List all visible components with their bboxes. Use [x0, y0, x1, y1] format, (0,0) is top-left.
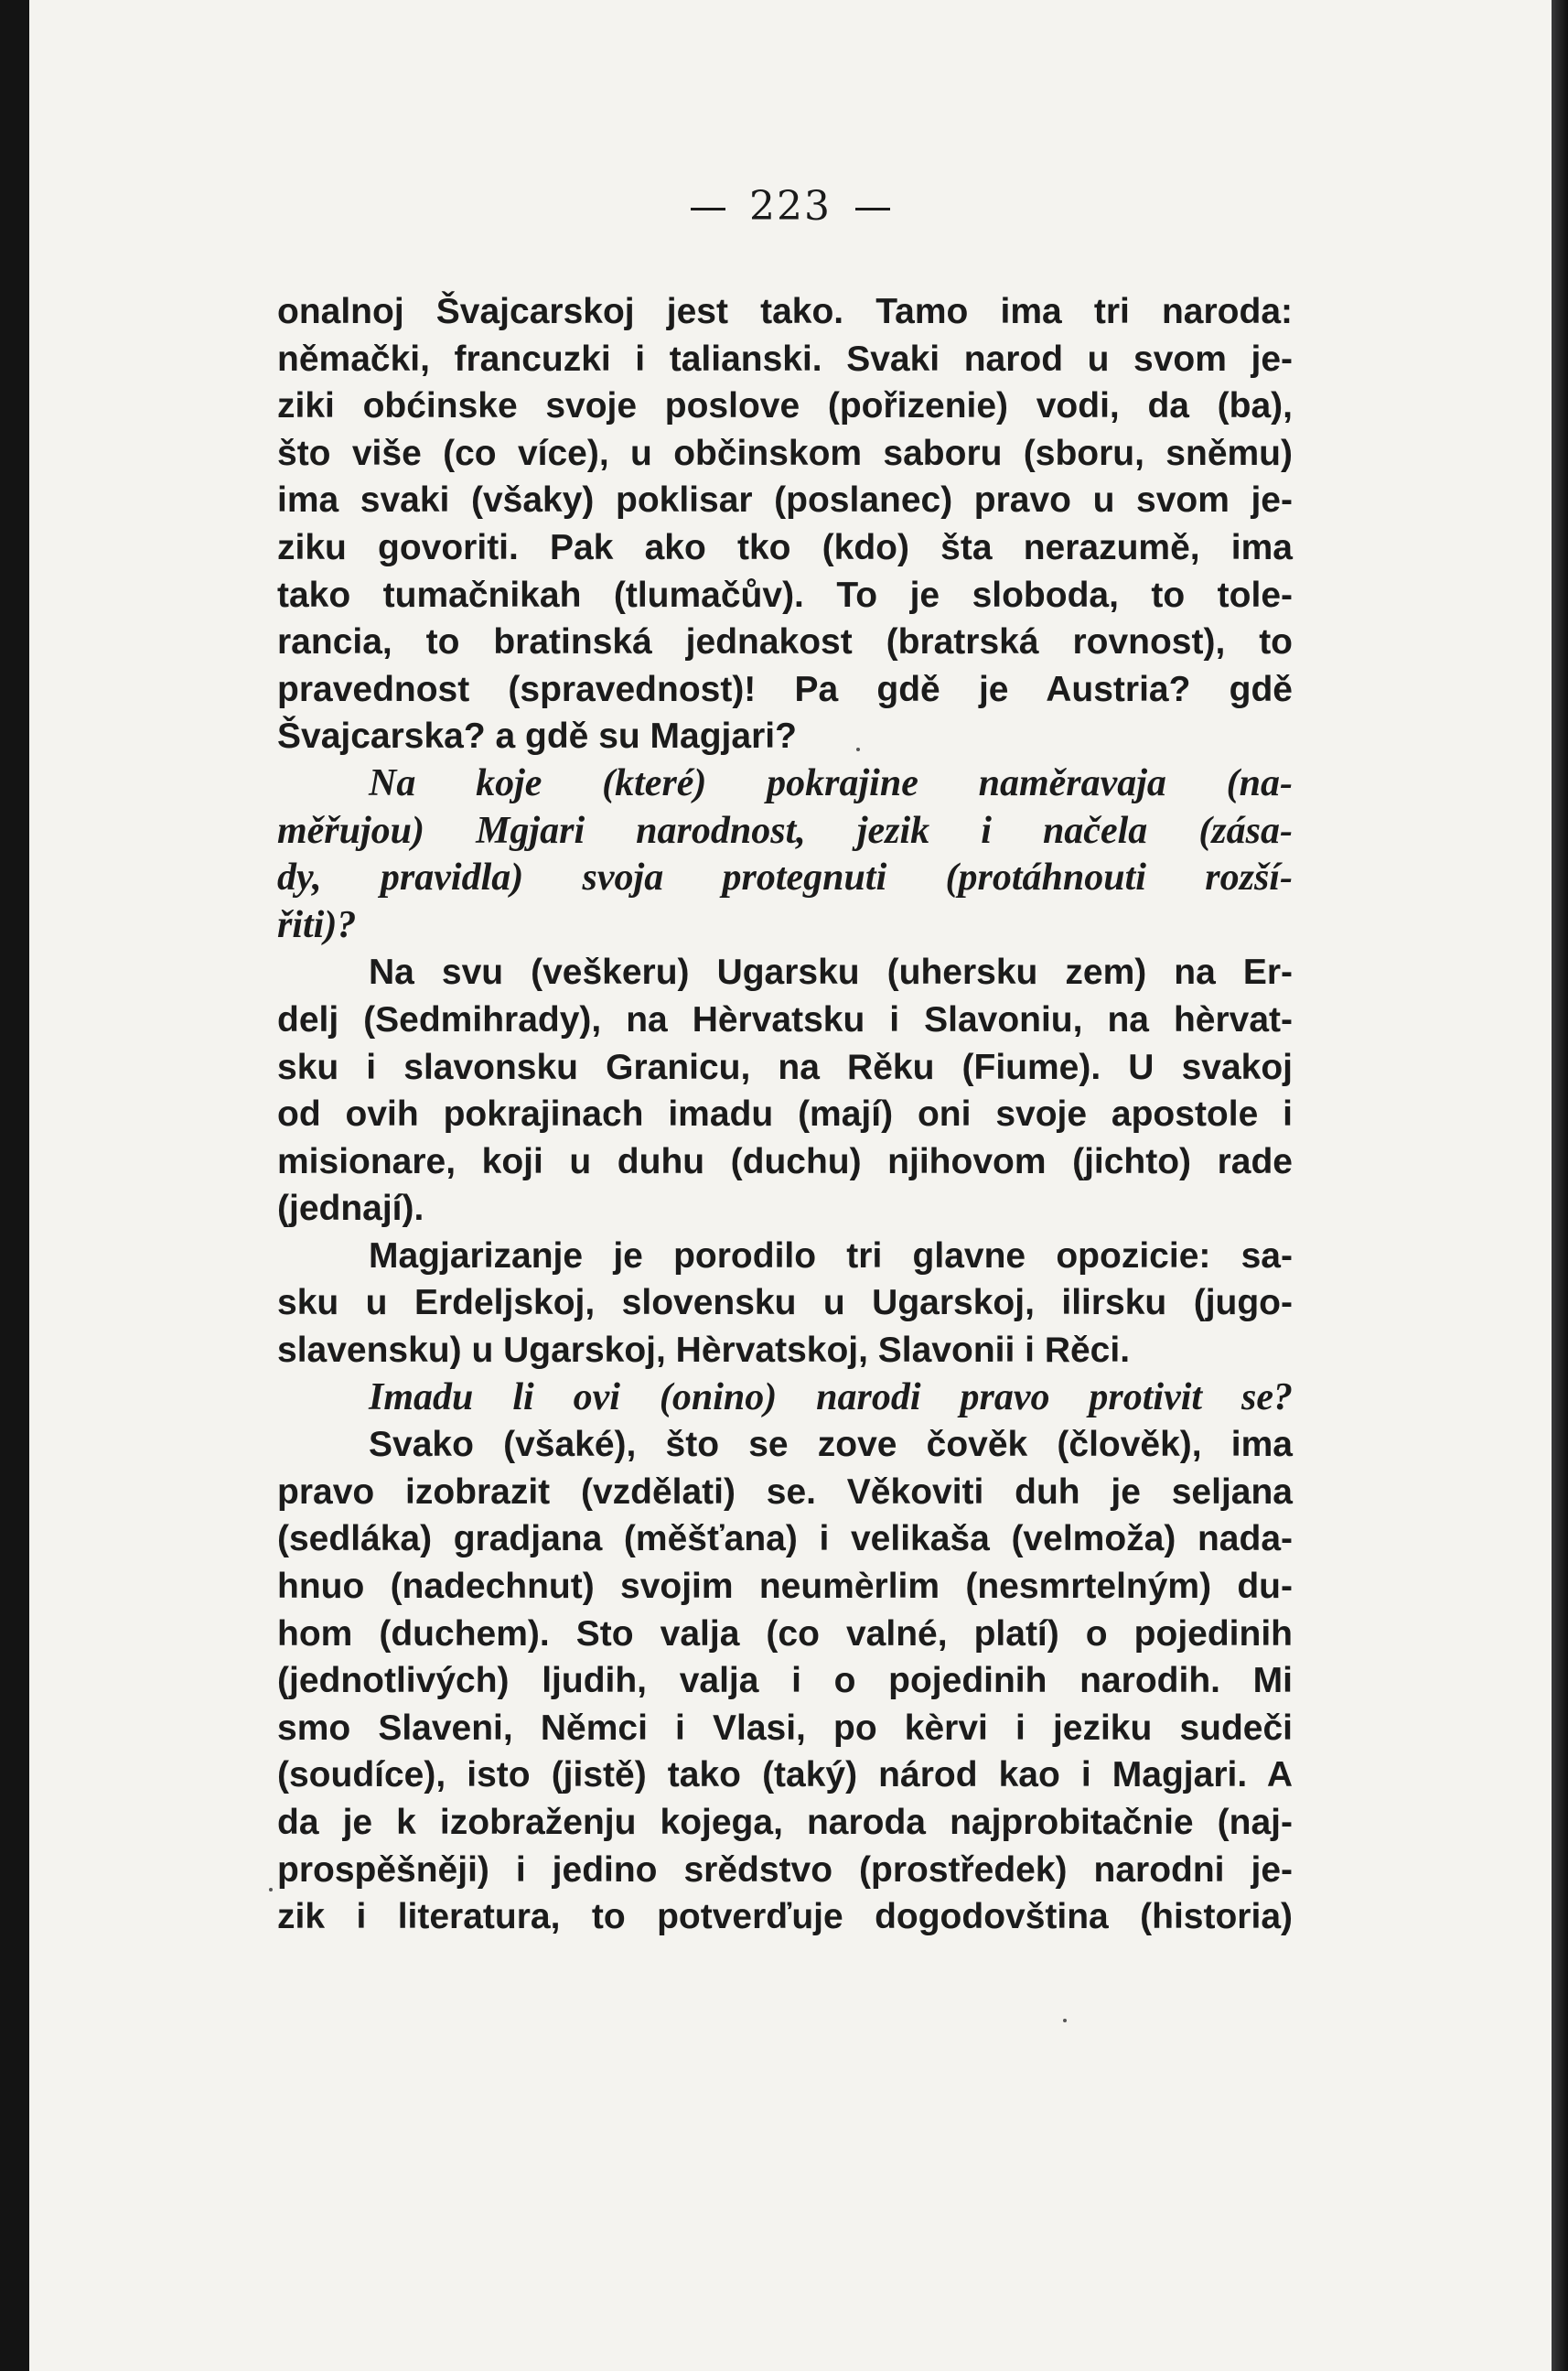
text-line: delj (Sedmihrady), na Hèrvatsku i Slavoniu, na hèrvat-	[277, 999, 1293, 1040]
text-line: řiti)?	[277, 903, 357, 946]
text-line: tako tumačnikah (tlumačův). To je sloboda, to tole-	[277, 575, 1293, 615]
text-line: (jednotlivých) ljudih, valja i o pojedinih narodih. Mi	[277, 1661, 1293, 1701]
text-line: (soudíce), isto (jistě) tako (taký) národ kao i Magjari. A	[277, 1755, 1293, 1795]
text-line: rancia, to bratinská jednakost (bratrská rovnost), to	[277, 622, 1293, 663]
right-dash	[855, 208, 890, 210]
text-line: hom (duchem). Sto valja (co valné, platí) o pojedinih	[277, 1613, 1293, 1654]
text-line: Svako (všaké), što se zove čověk (člověk), ima	[369, 1425, 1293, 1465]
text-line: misionare, koji u duhu (duchu) njihovom (jichto) rade	[277, 1141, 1293, 1181]
text-line: Na svu (veškeru) Ugarsku (uhersku zem) na Er-	[369, 953, 1293, 993]
ink-speck	[856, 748, 860, 751]
text-line: měřujou) Mgjari narodnost, jezik i načela (zása-	[277, 809, 1293, 852]
ink-speck	[269, 1888, 273, 1891]
text-line: sku u Erdeljskoj, slovensku u Ugarskoj, ilirsku (jugo-	[277, 1283, 1293, 1323]
text-line: němački, francuzki i talianski. Svaki narod u svom je-	[277, 339, 1293, 379]
page-number-header	[29, 183, 1552, 230]
text-line: dy, pravidla) svoja protegnuti (protáhnouti rozší-	[277, 857, 1293, 900]
text-line: ima svaki (všaky) poklisar (poslanec) pravo u svom je-	[277, 480, 1293, 521]
text-line: ziki obćinske svoje poslove (pořizenie) vodi, da (ba),	[277, 386, 1293, 426]
text-line: Magjarizanje je porodilo tri glavne opozicie: sa-	[369, 1235, 1293, 1276]
text-line: smo Slaveni, Němci i Vlasi, po kèrvi i jeziku sudeči	[277, 1708, 1293, 1748]
text-line: Imadu li ovi (onino) narodi pravo protivit se?	[369, 1375, 1293, 1418]
text-line: pravednost (spravednost)! Pa gdě je Austria? gdě	[277, 669, 1293, 709]
left-dash	[691, 208, 725, 210]
text-line: prospěšněji) i jedino srědstvo (prostředek) narodni je-	[277, 1849, 1293, 1890]
text-line: što više (co více), u občinskom saboru (sboru, sněmu)	[277, 433, 1293, 473]
page-edge-shadow	[1552, 0, 1568, 2371]
text-line: Švajcarska? a gdě su Magjari?	[277, 717, 797, 757]
text-line: (sedláka) gradjana (měšťana) i velikaša (velmoža) nada-	[277, 1519, 1293, 1559]
text-line: pravo izobrazit (vzdělati) se. Věkoviti duh je seljana	[277, 1471, 1293, 1512]
text-line: hnuo (nadechnut) svojim neumèrlim (nesmrtelným) du-	[277, 1567, 1293, 1607]
text-line: Na koje (které) pokrajine naměravaja (na-	[369, 761, 1293, 804]
text-line: slavensku) u Ugarskoj, Hèrvatskoj, Slavonii i Rěci.	[277, 1331, 1131, 1371]
text-line: ziku govoriti. Pak ako tko (kdo) šta nerazumě, ima	[277, 527, 1293, 567]
text-line: (jednají).	[277, 1189, 424, 1229]
book-page	[29, 0, 1552, 2371]
text-line: onalnoj Švajcarskoj jest tako. Tamo ima tri naroda:	[277, 292, 1293, 331]
ink-speck	[1063, 2019, 1067, 2022]
body-text	[277, 288, 1293, 1941]
text-line: sku i slavonsku Granicu, na Rěku (Fiume). U svakoj	[277, 1047, 1293, 1087]
page-number: 223	[749, 183, 832, 230]
text-line: da je k izobraženju kojega, naroda najprobitačnie (naj-	[277, 1803, 1293, 1842]
text-line: od ovih pokrajinach imadu (mají) oni svoje apostole i	[277, 1094, 1293, 1135]
text-line: zik i literatura, to potverďuje dogodovština (historia)	[277, 1897, 1293, 1937]
